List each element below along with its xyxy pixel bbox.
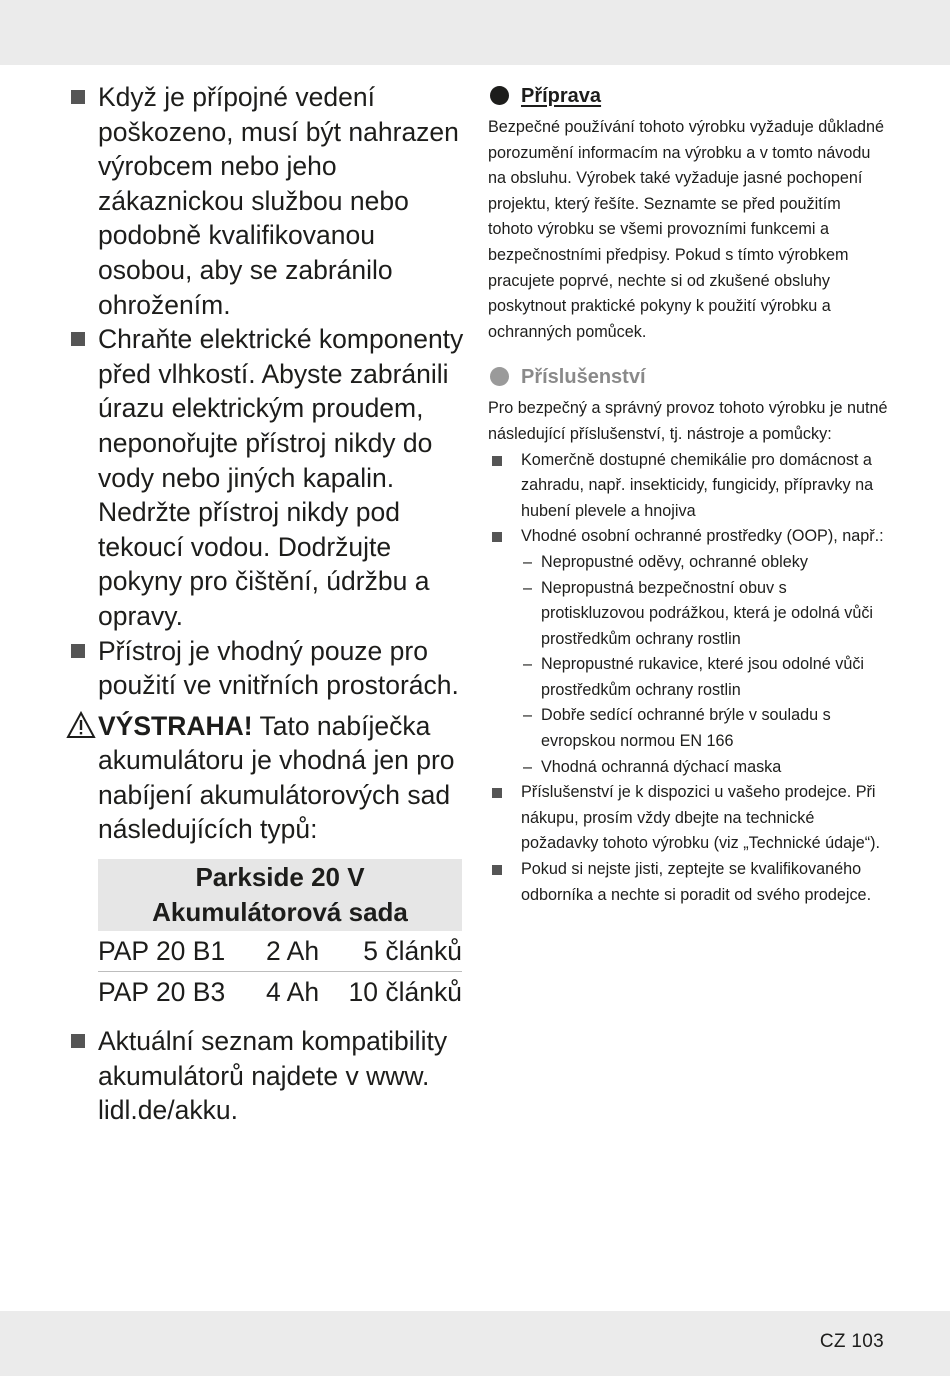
dash-marker: –	[523, 578, 533, 597]
battery-capacity: 4 Ah	[266, 977, 320, 1008]
bullet-dot-icon	[490, 86, 509, 105]
dash-marker: –	[523, 706, 533, 725]
square-bullet-icon	[71, 332, 85, 346]
page-number: CZ 103	[819, 1331, 884, 1352]
preparation-heading-text: Příprava	[521, 85, 602, 107]
sublist-item	[521, 755, 888, 781]
dash-marker: –	[523, 757, 533, 776]
square-bullet-icon	[492, 788, 502, 798]
compatibility-table	[98, 859, 462, 1012]
safety-item-cable	[70, 80, 470, 322]
sublist-item-text: Dobře sedící ochranné brýle v souladu s evropskou normou EN 166	[541, 706, 831, 751]
safety-item-moisture	[70, 322, 470, 633]
right-column	[488, 82, 888, 908]
list-item-text: Příslušenství je k dispozici u vašeho prodejce. Při nákupu, prosím vždy dbejte na technické požadavky tohoto výrobku (viz „Technické údaje“).	[521, 783, 880, 853]
battery-cells: 5 článků	[363, 936, 462, 967]
accessories-heading	[488, 363, 888, 391]
dash-marker: –	[523, 655, 533, 674]
safety-item-text: Přístroj je vhodný pouze pro použití ve vnitřních prostorách.	[98, 635, 459, 701]
sublist-item-text: Vhodná ochranná dýchací maska	[541, 757, 782, 776]
sublist-item-text: Nepropustná bezpečnostní obuv s protiskluzovou podrážkou, která je odolná vůči prostředkům ochrany rostlin	[541, 578, 874, 648]
safety-item-text: Když je přípojné vedení poškozeno, musí být nahrazen výrobcem nebo jeho zákaznickou službou nebo podobně kvalifikovanou osobou, aby se zabránilo ohrožením.	[98, 82, 459, 320]
dash-marker: –	[523, 552, 533, 571]
footer-band	[0, 1311, 950, 1376]
left-column	[70, 80, 470, 1128]
square-bullet-icon	[492, 865, 502, 875]
compatibility-list-text: Aktuální seznam kompatibility akumulátorů najdete v www. lidl.de/akku.	[98, 1026, 448, 1126]
list-item	[488, 524, 888, 780]
list-item	[488, 857, 888, 908]
square-bullet-icon	[492, 456, 502, 466]
warning-triangle-icon	[66, 711, 96, 739]
preparation-paragraph: Bezpečné používání tohoto výrobku vyžaduje důkladné porozumění informacím na výrobku a v tomto návodu na obsluhu. Výrobek také vyžaduje jasné pochopení projektu, který řešíte. Seznamte se před použitím tohoto výrobku se všemi provozními funkcemi a bezpečnostními předpisy. Pokud s tímto výrobkem pracujete poprvé, nechte si od zkušené obsluhy poskytnout praktické pokyny k použití výrobku a ochranných pomůcek.	[488, 118, 884, 341]
table-header-line1: Parkside 20 V	[195, 862, 365, 893]
safety-item-indoor	[70, 634, 470, 703]
battery-model: PAP 20 B1	[98, 936, 226, 967]
battery-model: PAP 20 B3	[98, 977, 226, 1008]
warning-block	[70, 709, 470, 847]
list-item	[488, 780, 888, 857]
accessories-intro: Pro bezpečný a správný provoz tohoto výrobku je nutné následující příslušenství, tj. nástroje a pomůcky:	[488, 399, 888, 443]
battery-capacity: 2 Ah	[266, 936, 320, 967]
square-bullet-icon	[492, 532, 502, 542]
safety-item-text: Chraňte elektrické komponenty před vlhkostí. Abyste zabránili úrazu elektrickým proudem, neponořujte přístroj nikdy do vody nebo jiných kapalin. Nedržte přístroj nikdy pod tekoucí vodou. Dodržujte pokyny pro čištění, údržbu a opravy.	[98, 324, 464, 631]
table-header	[98, 859, 462, 931]
warning-text: Tato nabíječka akumulátoru je vhodná jen pro nabíjení akumulátorových sad následujících typů:	[98, 710, 455, 845]
table-row	[98, 971, 462, 1012]
sublist-item-text: Nepropustné rukavice, které jsou odolné vůči prostředkům ochrany rostlin	[541, 655, 865, 699]
list-item-text: Pokud si nejste jisti, zeptejte se kvalifikovaného odborníka a nechte si poradit od svého prodejce.	[521, 860, 872, 904]
compatibility-list-item	[70, 1024, 470, 1128]
preparation-heading	[488, 82, 888, 110]
list-item	[488, 448, 888, 525]
sublist-item	[521, 550, 888, 576]
square-bullet-icon	[71, 644, 85, 658]
accessories-heading-text: Příslušenství	[521, 366, 646, 389]
sublist-item-text: Nepropustné oděvy, ochranné obleky	[541, 552, 808, 571]
square-bullet-icon	[71, 1034, 85, 1048]
list-item-text: Vhodné osobní ochranné prostředky (OOP), např.:	[521, 527, 884, 546]
square-bullet-icon	[71, 90, 85, 104]
bullet-dot-icon	[490, 367, 509, 386]
warning-label: VÝSTRAHA!	[98, 710, 253, 741]
table-row	[98, 931, 462, 971]
ppe-sublist	[521, 550, 888, 780]
header-band	[0, 0, 950, 65]
list-item-text: Komerčně dostupné chemikálie pro domácnost a zahradu, např. insekticidy, fungicidy, přípravky na hubení plevele a hnojiva	[521, 450, 874, 520]
sublist-item	[521, 576, 888, 653]
table-header-line2: Akumulátorová sada	[152, 897, 408, 928]
sublist-item	[521, 652, 888, 703]
sublist-item	[521, 703, 888, 754]
battery-cells: 10 článků	[348, 977, 462, 1008]
